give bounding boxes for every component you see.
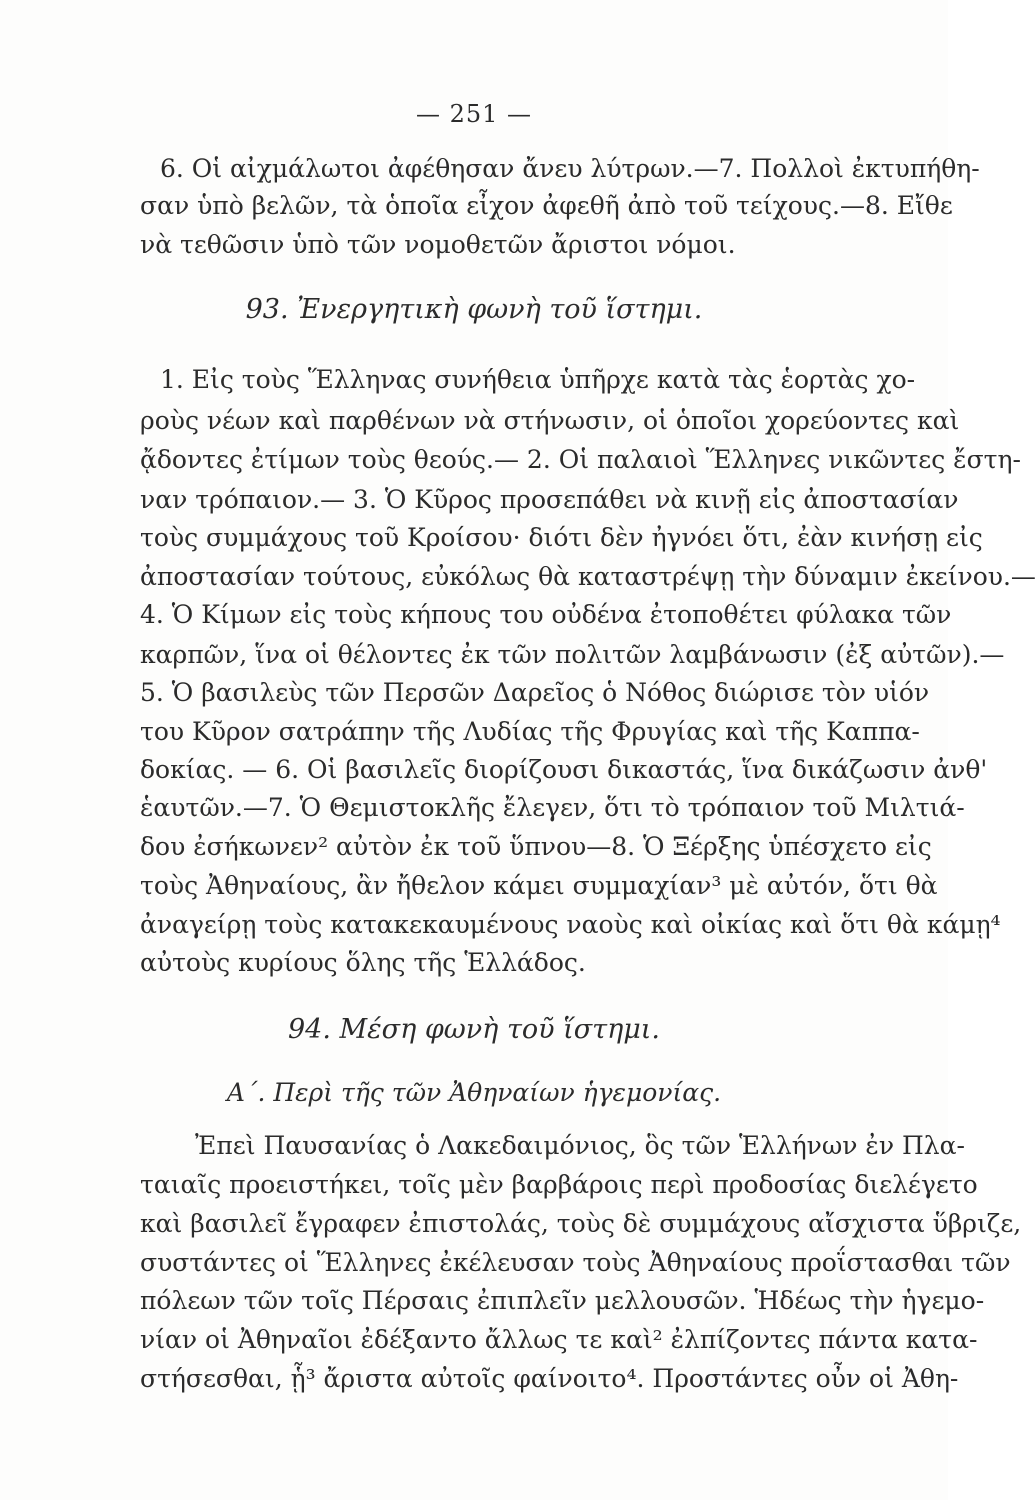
text-line: ἑαυτῶν.—7. Ὁ Θεμιστοκλῆς ἔλεγεν, ὅτι τὸ τρόπαιον τοῦ Μιλτιά- (140, 793, 965, 822)
text-line: 6. Οἱ αἰχμάλωτοι ἀφέθησαν ἄνευ λύτρων.—7. Πολλοὶ ἐκτυπήθη- (160, 154, 980, 183)
text-line: ναν τρόπαιον.— 3. Ὁ Κῦρος προσεπάθει νὰ κινῇ εἰς ἀποστασίαν (140, 485, 959, 514)
text-line: δοκίας. — 6. Οἱ βασιλεῖς διορίζουσι δικαστάς, ἵνα δικάζωσιν ἀνθ' (140, 755, 988, 784)
text-line: νίαν οἱ Ἀθηναῖοι ἐδέξαντο ἄλλως τε καὶ² ἐλπίζοντες πάντα κατα- (140, 1325, 978, 1354)
text-line: Ἐπεὶ Παυσανίας ὁ Λακεδαιμόνιος, ὃς τῶν Ἑλλήνων ἐν Πλα- (195, 1131, 965, 1160)
text-line: 5. Ὁ βασιλεὺς τῶν Περσῶν Δαρεῖος ὁ Νόθος διώρισε τὸν υἱόν (140, 678, 930, 707)
text-line: 4. Ὁ Κίμων εἰς τοὺς κήπους του οὐδένα ἐτοποθέτει φύλακα τῶν (140, 600, 952, 629)
text-line: ταιαῖς προειστήκει, τοῖς μὲν βαρβάροις περὶ προδοσίας διελέγετο (140, 1170, 978, 1199)
text-line: 1. Εἰς τοὺς Ἕλληνας συνήθεια ὑπῆρχε κατὰ τὰς ἑορτὰς χο- (160, 365, 916, 394)
text-line: αὐτοὺς κυρίους ὅλης τῆς Ἑλλάδος. (140, 948, 586, 977)
text-line: συστάντες οἱ Ἕλληνες ἐκέλευσαν τοὺς Ἀθηναίους προΐστασθαι τῶν (140, 1248, 1011, 1277)
section-heading-94: 94. Μέση φωνὴ τοῦ ἵστημι. (288, 1014, 660, 1045)
text-line: σαν ὑπὸ βελῶν, τὰ ὁποῖα εἶχον ἀφεθῆ ἀπὸ τοῦ τείχους.—8. Εἴθε (140, 191, 953, 220)
text-line: του Κῦρον σατράπην τῆς Λυδίας τῆς Φρυγίας καὶ τῆς Καππα- (140, 717, 920, 746)
text-line: στήσεσθαι, ᾗ³ ἄριστα αὐτοῖς φαίνοιτο⁴. Προστάντες οὖν οἱ Ἀθη- (140, 1364, 959, 1393)
text-line: δου ἐσήκωνεν² αὐτὸν ἐκ τοῦ ὕπνου—8. Ὁ Ξέρξης ὑπέσχετο εἰς (140, 832, 932, 861)
text-line: πόλεων τῶν τοῖς Πέρσαις ἐπιπλεῖν μελλουσῶν. Ἡδέως τὴν ἡγεμο- (140, 1286, 985, 1315)
text-line: καὶ βασιλεῖ ἔγραφεν ἐπιστολάς, τοὺς δὲ συμμάχους αἴσχιστα ὕβριζε, (140, 1209, 1022, 1238)
page-number: — 251 — (415, 100, 533, 128)
text-line: ἀποστασίαν τούτους, εὐκόλως θὰ καταστρέψῃ τὴν δύναμιν ἐκείνου.— (140, 562, 1036, 591)
text-line: τοὺς συμμάχους τοῦ Κροίσου· διότι δὲν ἠγνόει ὅτι, ἐὰν κινήσῃ εἰς (140, 523, 983, 552)
subsection-heading-a: Α΄. Περὶ τῆς τῶν Ἀθηναίων ἡγεμονίας. (226, 1078, 722, 1107)
text-line: ἀναγείρῃ τοὺς κατακεκαυμένους ναοὺς καὶ οἰκίας καὶ ὅτι θὰ κάμῃ⁴ (140, 910, 1001, 939)
section-heading-93: 93. Ἐνεργητικὴ φωνὴ τοῦ ἵστημι. (245, 294, 703, 325)
text-line: νὰ τεθῶσιν ὑπὸ τῶν νομοθετῶν ἄριστοι νόμοι. (140, 230, 736, 259)
text-line: ᾄδοντες ἐτίμων τοὺς θεούς.— 2. Οἱ παλαιοὶ Ἕλληνες νικῶντες ἔστη- (140, 445, 1021, 474)
text-line: καρπῶν, ἵνα οἱ θέλοντες ἐκ τῶν πολιτῶν λαμβάνωσιν (ἐξ αὐτῶν).— (140, 640, 1005, 669)
text-line: ροὺς νέων καὶ παρθένων νὰ στήνωσιν, οἱ ὁποῖοι χορεύοντες καὶ (140, 406, 960, 435)
text-line: τοὺς Ἀθηναίους, ἂν ἤθελον κάμει συμμαχίαν³ μὲ αὐτόν, ὅτι θὰ (140, 871, 938, 900)
